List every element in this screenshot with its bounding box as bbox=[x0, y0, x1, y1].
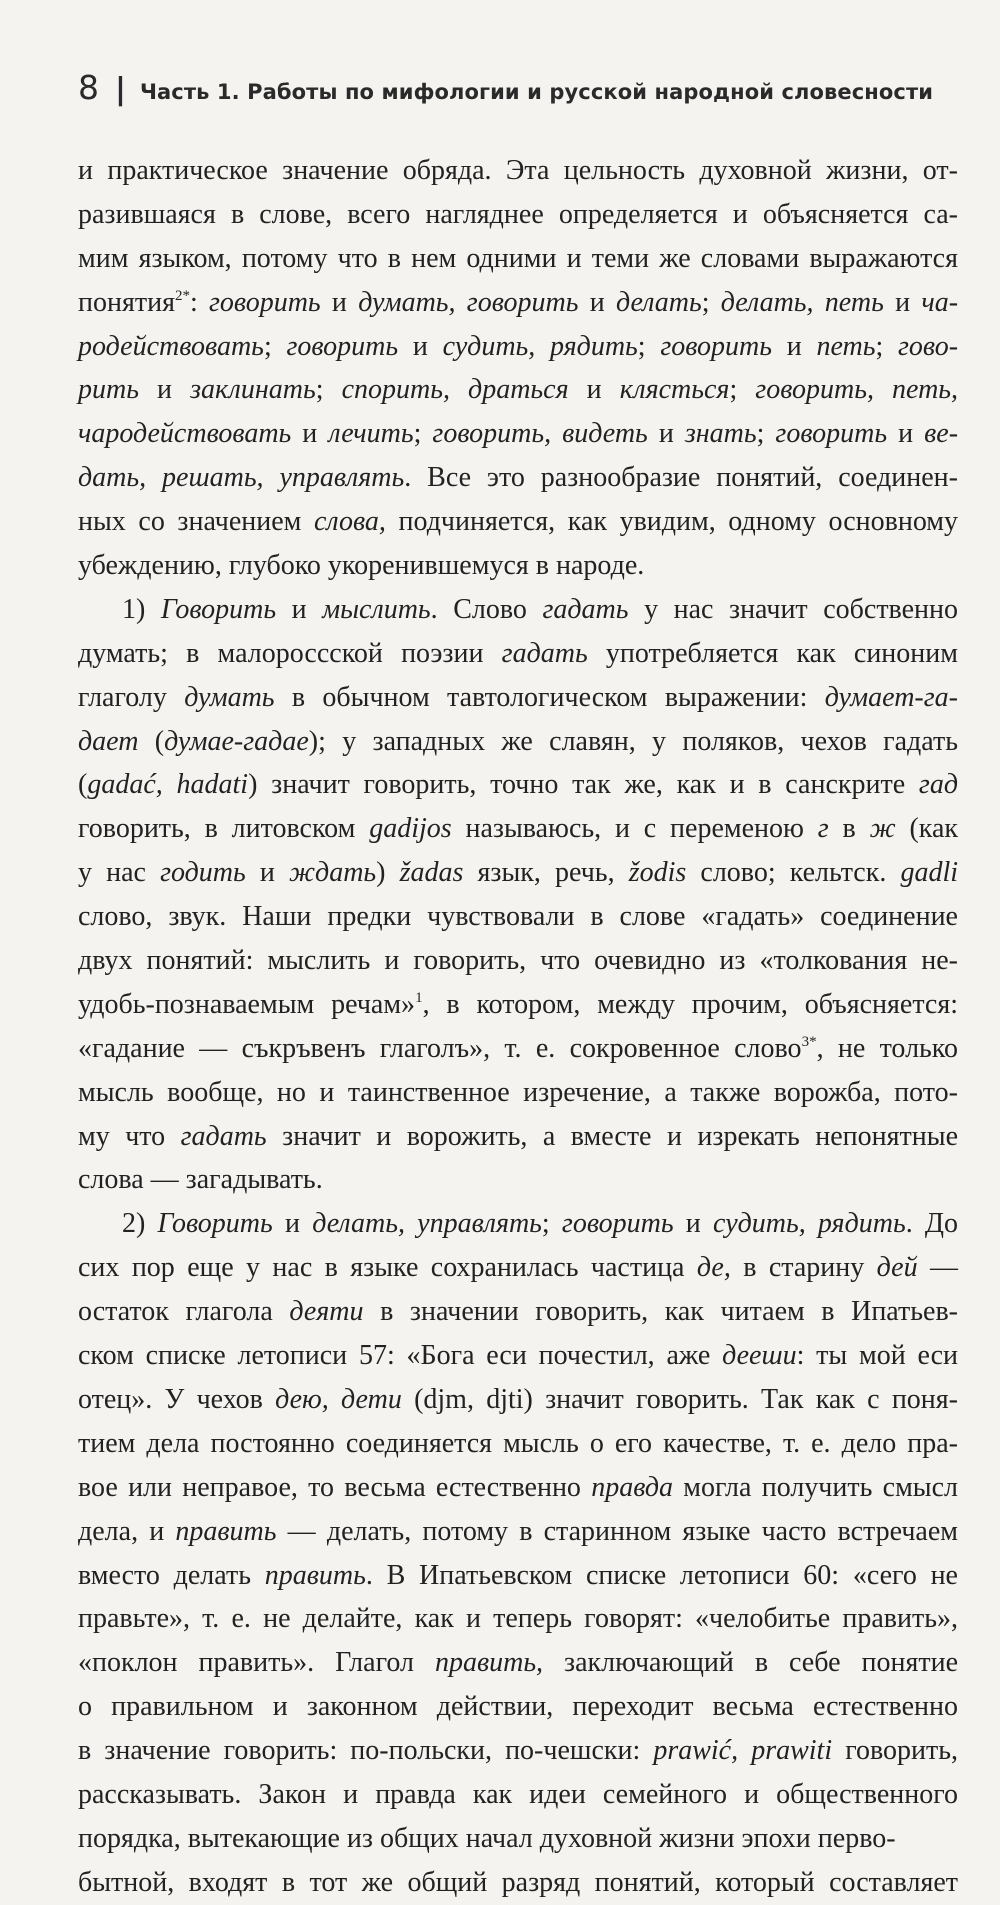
text-segment: ; bbox=[541, 1208, 562, 1240]
text-line bbox=[78, 1115, 958, 1159]
text-line bbox=[78, 1246, 958, 1290]
italic-term: говорить, петь, bbox=[755, 374, 959, 406]
text-segment: ( bbox=[78, 769, 88, 801]
text-segment: 1) bbox=[122, 593, 161, 625]
italic-term: думать, говорить bbox=[358, 286, 579, 318]
text-segment: ( bbox=[138, 725, 165, 757]
text-line bbox=[78, 720, 958, 764]
running-header bbox=[78, 68, 940, 112]
text-segment: 2) bbox=[122, 1208, 158, 1240]
text-segment: и bbox=[673, 1208, 713, 1240]
text-segment: — делать, потому в старинном языке часто встречаем bbox=[276, 1515, 958, 1547]
text-segment: остаток глагола bbox=[78, 1296, 290, 1328]
text-segment: в значении говорить, как читаем в Ипатьев- bbox=[363, 1296, 958, 1328]
text-segment: язык, речь, bbox=[463, 857, 629, 889]
text-line bbox=[78, 676, 958, 720]
text-segment: вое или неправое, то весьма естественно bbox=[78, 1471, 592, 1503]
italic-term: ж bbox=[869, 813, 896, 845]
text-segment: разившаяся в слове, всего нагляднее определяется и объясняется са- bbox=[78, 198, 958, 230]
text-segment: ; bbox=[315, 374, 342, 406]
text-segment: ; bbox=[413, 418, 433, 450]
text-line bbox=[78, 939, 958, 983]
text-segment: : ты мой еси bbox=[796, 1340, 958, 1372]
italic-term: думать bbox=[184, 681, 275, 713]
text-line bbox=[78, 325, 958, 369]
text-segment: му что bbox=[78, 1120, 181, 1152]
text-line bbox=[78, 1554, 958, 1598]
text-segment: «гадание — съкръвенъ глаголъ», т. е. сокровенное слово bbox=[78, 1032, 802, 1064]
text-segment: . В Ипатьевском списке летописи 60: «сего не bbox=[365, 1559, 958, 1591]
italic-term: годить bbox=[160, 857, 246, 889]
italic-term: говорить bbox=[775, 418, 888, 450]
italic-term: гово- bbox=[897, 330, 959, 362]
italic-term: клясться bbox=[619, 374, 730, 406]
italic-term: судить, рядить bbox=[442, 330, 638, 362]
text-line bbox=[78, 1027, 958, 1071]
text-segment: мысль вообще, но и таинственное изречение, а также ворожба, пото- bbox=[78, 1076, 958, 1108]
italic-term: спорить, драться bbox=[341, 374, 569, 406]
italic-term: gadać, hadati bbox=[87, 769, 249, 801]
text-segment: понятия bbox=[78, 286, 175, 318]
italic-term: гад bbox=[918, 769, 958, 801]
text-segment: . Слово bbox=[430, 593, 543, 625]
text-segment: значит и ворожить, а вместе и изрекать непонятные bbox=[266, 1120, 958, 1152]
italic-term: делать bbox=[616, 286, 702, 318]
text-segment: ; bbox=[637, 330, 661, 362]
text-line bbox=[78, 1773, 958, 1817]
text-line bbox=[78, 1729, 958, 1773]
italic-term: править bbox=[175, 1515, 277, 1547]
text-segment: правьте», т. е. не делайте, как и теперь говорят: «челобитье править», bbox=[78, 1603, 958, 1635]
text-line bbox=[78, 193, 958, 237]
text-segment: и bbox=[771, 330, 817, 362]
text-segment: ; bbox=[756, 418, 776, 450]
text-line bbox=[78, 1158, 958, 1202]
text-segment: двух понятий: мыслить и говорить, что очевидно из «толкования не- bbox=[78, 945, 958, 977]
text-line bbox=[78, 544, 958, 588]
italic-term: судить, рядить bbox=[713, 1208, 906, 1240]
italic-term: думает-га- bbox=[824, 681, 958, 713]
italic-term: ждать bbox=[288, 857, 377, 889]
text-segment: говорить, в литовском bbox=[78, 813, 370, 845]
text-segment: и bbox=[272, 1208, 313, 1240]
text-line bbox=[78, 1466, 958, 1510]
italic-term: слова, bbox=[313, 506, 386, 538]
text-line bbox=[78, 983, 958, 1027]
text-segment: и bbox=[398, 330, 443, 362]
text-line bbox=[78, 1378, 958, 1422]
text-segment: и bbox=[578, 286, 616, 318]
italic-term: žodis bbox=[628, 857, 687, 889]
text-segment: и bbox=[647, 418, 685, 450]
text-segment: думать; в малороссской поэзии bbox=[78, 637, 502, 669]
text-line bbox=[78, 281, 958, 325]
text-segment: в обычном тавтологическом выражении: bbox=[274, 681, 825, 713]
text-segment: в bbox=[828, 813, 870, 845]
text-segment: вместо делать bbox=[78, 1559, 265, 1591]
text-segment: ; bbox=[263, 330, 287, 362]
text-line bbox=[78, 1641, 958, 1685]
text-segment: ) значит говорить, точно так же, как и в санскрите bbox=[248, 769, 919, 801]
italic-term: г bbox=[817, 813, 829, 845]
text-line bbox=[78, 1685, 958, 1729]
italic-term: дею, дети bbox=[275, 1383, 402, 1415]
text-segment: рассказывать. Закон и правда как идеи семейного и общественного bbox=[78, 1778, 958, 1810]
text-line bbox=[78, 1334, 958, 1378]
text-segment: . До bbox=[905, 1208, 959, 1240]
text-segment: «поклон править». Глагол bbox=[78, 1647, 435, 1679]
italic-term: петь bbox=[816, 330, 876, 362]
text-segment: слово, звук. Наши предки чувствовали в слове «гадать» соединение bbox=[78, 901, 958, 933]
text-line bbox=[78, 456, 958, 500]
italic-term: править bbox=[264, 1559, 366, 1591]
text-segment: у нас значит собственно bbox=[628, 593, 959, 625]
italic-term: говорить bbox=[286, 330, 399, 362]
text-segment: слово; кельтск. bbox=[686, 857, 901, 889]
italic-term: правда bbox=[591, 1471, 673, 1503]
text-line bbox=[78, 895, 958, 939]
text-segment: бытной, входят в тот же общий разряд понятий, который составляет bbox=[78, 1866, 958, 1898]
text-line bbox=[78, 851, 958, 895]
text-line bbox=[78, 588, 958, 632]
text-segment: убеждению, глубоко укоренившемуся в народе. bbox=[78, 550, 645, 582]
text-segment: сих пор еще у нас в языке сохранилась частица bbox=[78, 1252, 697, 1284]
text-segment: ; bbox=[875, 330, 898, 362]
text-segment: (djm, djti) значит говорить. Так как с поня- bbox=[401, 1383, 958, 1415]
header-separator: | bbox=[115, 72, 126, 107]
text-line bbox=[78, 1510, 958, 1554]
text-segment: дела, и bbox=[78, 1515, 176, 1547]
text-segment: и bbox=[276, 593, 323, 625]
text-segment: и bbox=[568, 374, 620, 406]
footnote-marker: 2* bbox=[174, 287, 190, 304]
text-segment: заключающий в себе понятие bbox=[543, 1647, 959, 1679]
text-segment: и bbox=[887, 418, 925, 450]
text-segment: и bbox=[291, 418, 329, 450]
italic-term: чародействовать bbox=[78, 418, 292, 450]
body-text bbox=[78, 149, 958, 1905]
italic-term: Говорить bbox=[160, 593, 277, 625]
text-line bbox=[78, 1422, 958, 1466]
text-line bbox=[78, 1071, 958, 1115]
italic-term: говорить, видеть bbox=[432, 418, 648, 450]
text-line bbox=[78, 1202, 958, 1246]
text-line bbox=[78, 807, 958, 851]
italic-term: дает bbox=[78, 725, 139, 757]
text-segment: и bbox=[245, 857, 289, 889]
italic-term: ча- bbox=[921, 286, 959, 318]
text-line bbox=[78, 763, 958, 807]
text-segment: ) bbox=[376, 857, 400, 889]
italic-term: ве- bbox=[924, 418, 959, 450]
text-segment: глаголу bbox=[78, 681, 185, 713]
text-segment: могла получить смысл bbox=[673, 1471, 958, 1503]
text-segment: и практическое значение обряда. Эта цельность духовной жизни, от- bbox=[78, 155, 958, 186]
italic-term: дать, решать, управлять bbox=[78, 462, 405, 494]
text-segment: о правильном и законном действии, переходит весьма естественно bbox=[78, 1691, 958, 1723]
footnote-marker: 3* bbox=[801, 1033, 817, 1050]
text-segment: употребляется как синоним bbox=[587, 637, 958, 669]
text-line bbox=[78, 1861, 958, 1905]
text-segment: ; bbox=[701, 286, 721, 318]
text-line bbox=[78, 1597, 958, 1641]
italic-term: деяти bbox=[289, 1296, 364, 1328]
text-segment: и bbox=[883, 286, 922, 318]
text-segment: слова — загадывать. bbox=[78, 1164, 323, 1196]
italic-term: править, bbox=[434, 1647, 544, 1679]
italic-term: дей bbox=[876, 1252, 918, 1284]
text-segment: удобь-познаваемым речам» bbox=[78, 988, 416, 1020]
text-line bbox=[78, 632, 958, 676]
italic-term: гадать bbox=[542, 593, 629, 625]
text-segment: , не только bbox=[816, 1032, 958, 1064]
italic-term: заклинать bbox=[190, 374, 316, 406]
text-segment: тием дела постоянно соединяется мысль о его качестве, т. е. дело пра- bbox=[78, 1427, 958, 1459]
italic-term: говорить bbox=[209, 286, 321, 318]
italic-term: говорить bbox=[561, 1208, 674, 1240]
text-segment: ; bbox=[729, 374, 756, 406]
italic-term: лечить bbox=[328, 418, 414, 450]
text-segment: в старину bbox=[730, 1252, 877, 1284]
footnote-marker: 1 bbox=[415, 989, 423, 1006]
italic-term: знать bbox=[684, 418, 757, 450]
italic-term: prawić, prawiti bbox=[653, 1735, 833, 1767]
italic-term: делать, петь bbox=[720, 286, 884, 318]
text-segment: . Все это разнообразие понятий, соединен- bbox=[404, 462, 958, 494]
running-title: Часть 1. Работы по мифологии и русской народной словесности bbox=[139, 80, 934, 104]
text-segment: мим языком, потому что в нем одними и теми же словами выражаются bbox=[78, 242, 958, 274]
text-segment: и bbox=[138, 374, 191, 406]
text-segment: — bbox=[917, 1252, 959, 1284]
text-line bbox=[78, 368, 958, 412]
text-segment: ); у западных же славян, у поляков, чехов гадать bbox=[308, 725, 959, 757]
italic-term: думае-гадае bbox=[164, 725, 309, 757]
text-segment: в значение говорить: по-польски, по-чешски: bbox=[78, 1735, 654, 1767]
text-segment: называюсь, и с переменою bbox=[451, 813, 818, 845]
italic-term: гадать bbox=[180, 1120, 267, 1152]
text-segment: и bbox=[320, 286, 359, 318]
text-line bbox=[78, 1290, 958, 1334]
italic-term: говорить bbox=[660, 330, 772, 362]
text-segment: подчиняется, как увидим, одному основному bbox=[385, 506, 959, 538]
text-line bbox=[78, 149, 958, 193]
italic-term: žadas bbox=[399, 857, 464, 889]
text-segment: порядка, вытекающие из общих начал духовной жизни эпохи перво- bbox=[78, 1822, 896, 1854]
italic-term: gadli bbox=[900, 857, 959, 889]
text-segment: , в котором, между прочим, объясняется: bbox=[422, 988, 958, 1020]
italic-term: родействовать bbox=[78, 330, 264, 362]
text-segment: говорить, bbox=[832, 1735, 958, 1767]
italic-term: де, bbox=[696, 1252, 731, 1284]
italic-term: деешu bbox=[722, 1340, 797, 1372]
italic-term: делать, управлять bbox=[312, 1208, 542, 1240]
italic-term: гадать bbox=[501, 637, 588, 669]
italic-term: мыслить bbox=[322, 593, 431, 625]
italic-term: gadijos bbox=[369, 813, 452, 845]
text-segment: (как bbox=[895, 813, 958, 845]
text-segment: : bbox=[189, 286, 209, 318]
text-line bbox=[78, 500, 958, 544]
page-number: 8 bbox=[78, 68, 99, 107]
text-segment: ском списке летописи 57: «Бога еси почестил, аже bbox=[78, 1340, 723, 1372]
text-line bbox=[78, 1817, 958, 1861]
text-line bbox=[78, 237, 958, 281]
text-line bbox=[78, 412, 958, 456]
italic-term: Говорить bbox=[157, 1208, 273, 1240]
text-segment: ных со значением bbox=[78, 506, 314, 538]
text-segment: у нас bbox=[78, 857, 161, 889]
text-segment: отец». У чехов bbox=[78, 1383, 276, 1415]
italic-term: рить bbox=[78, 374, 139, 406]
